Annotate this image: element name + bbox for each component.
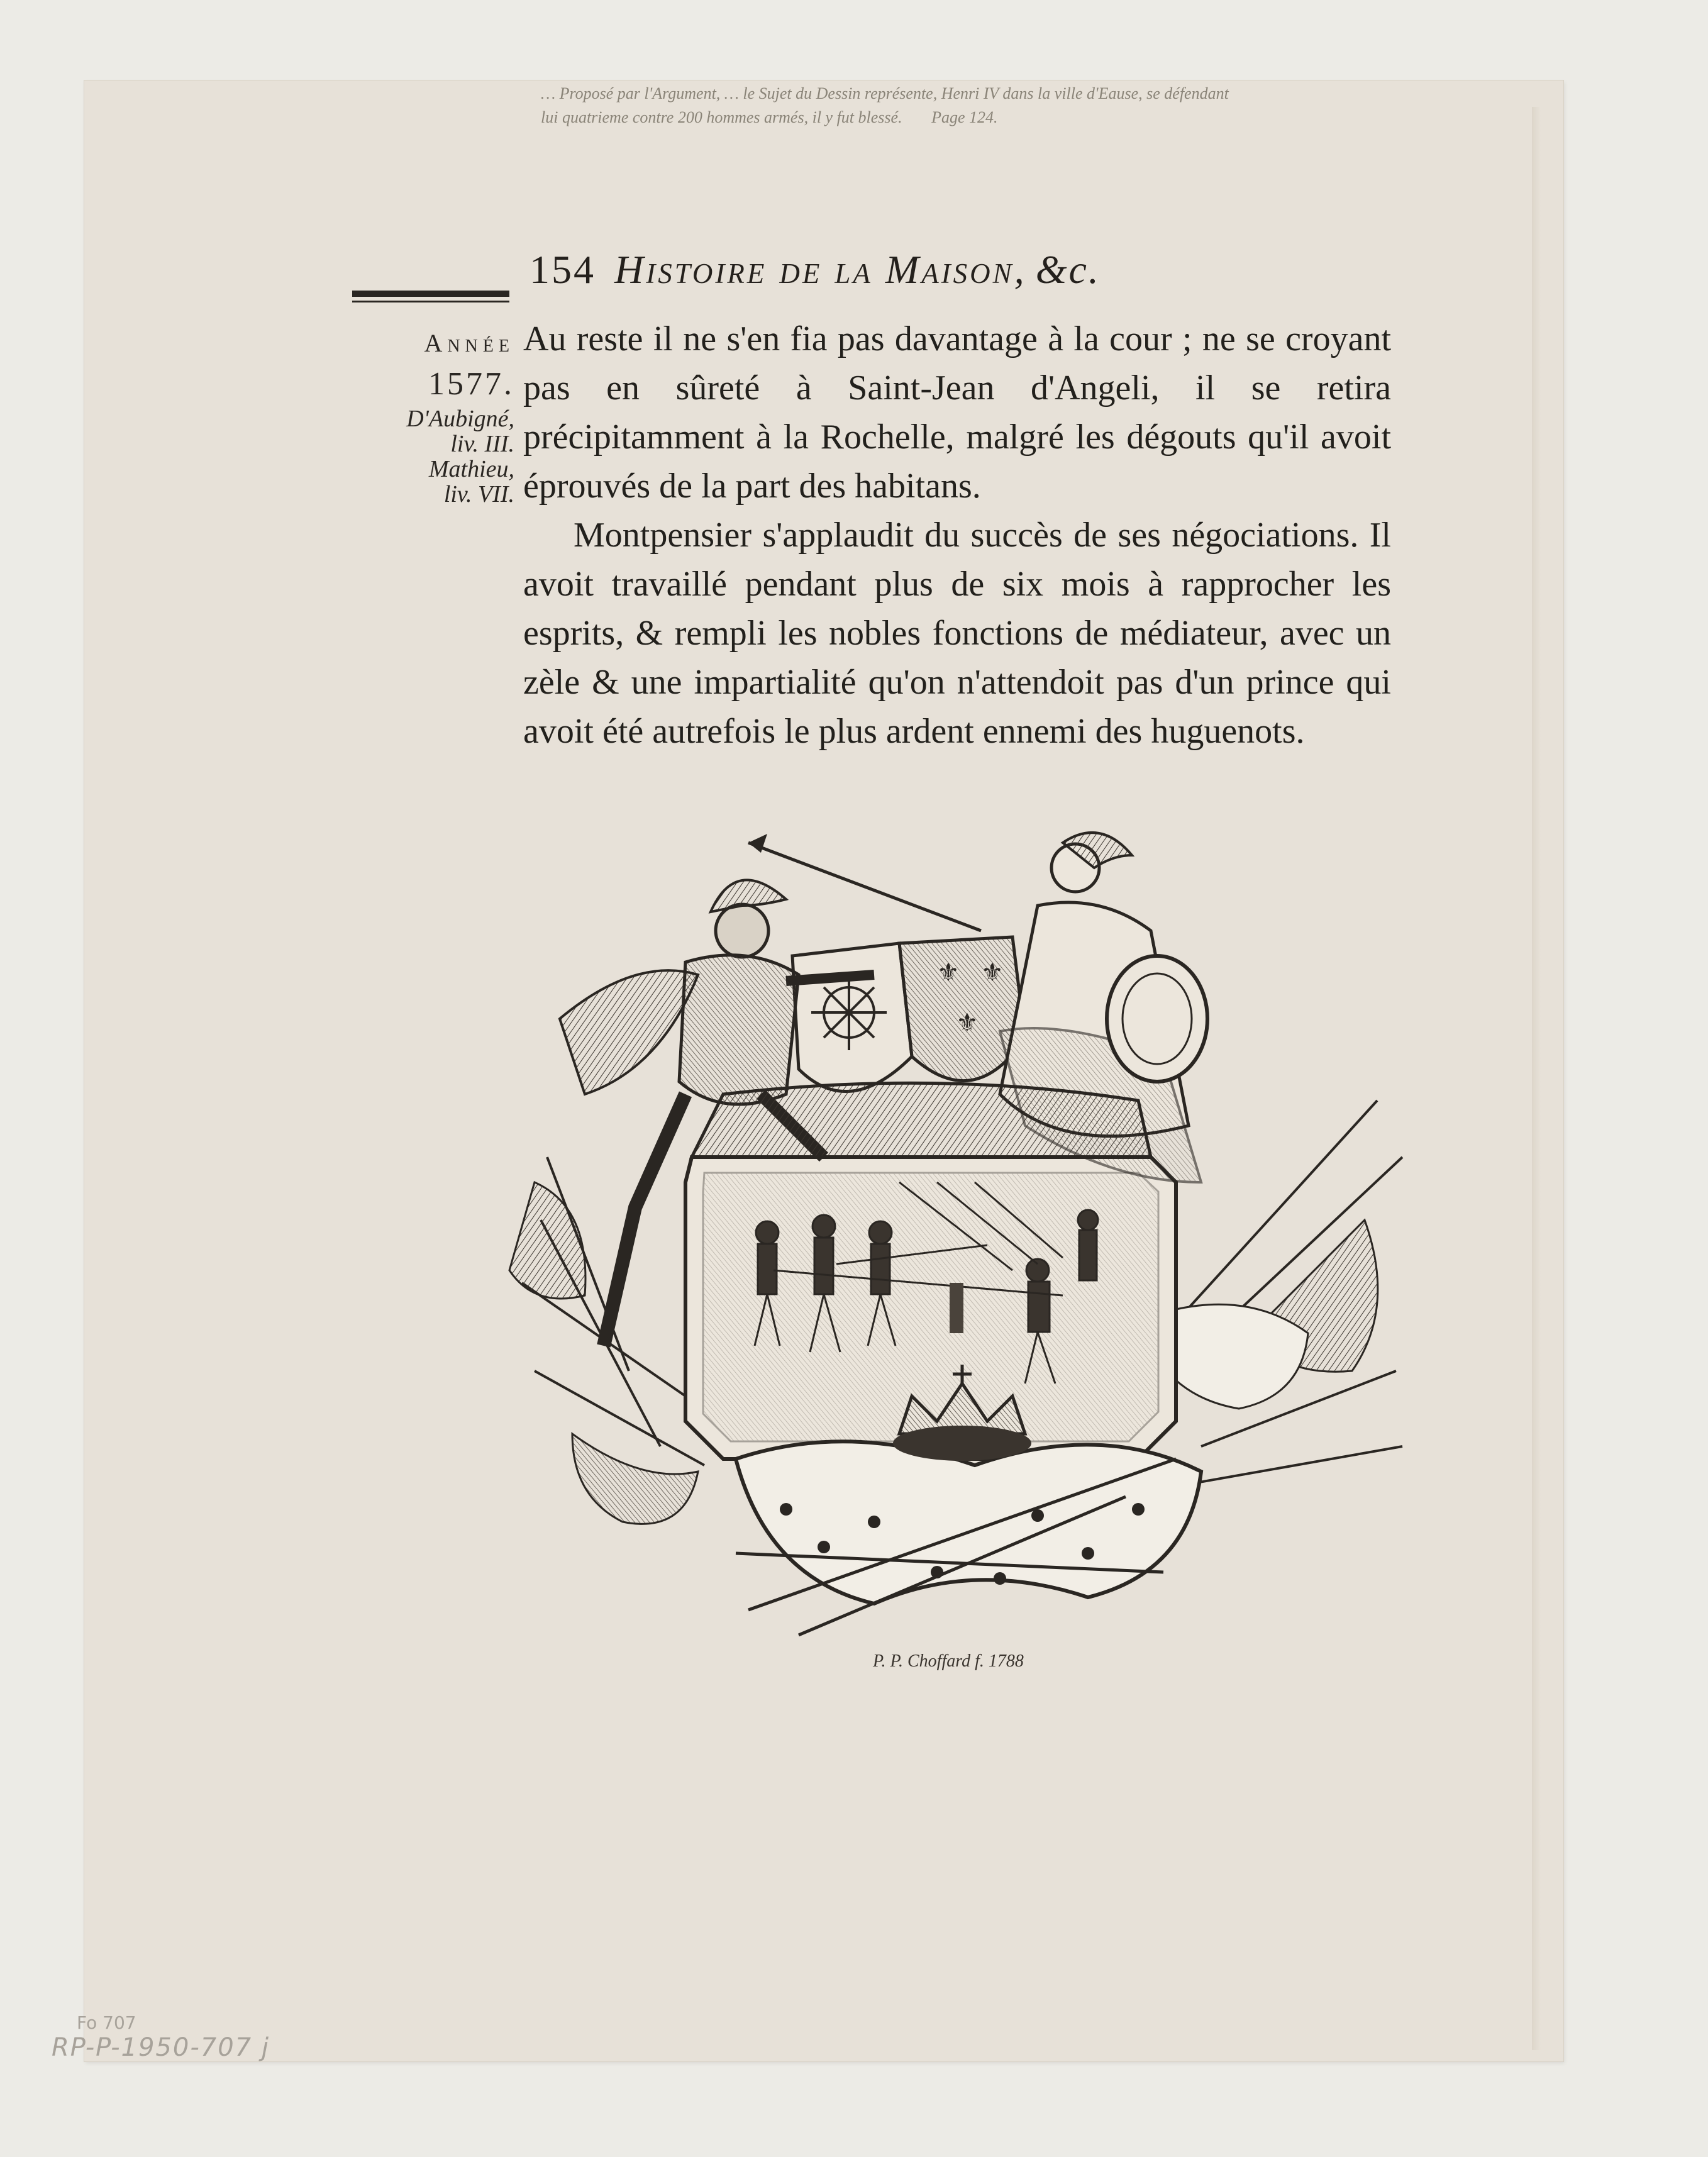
paragraph: Au reste il ne s'en fia pas davantage à la cour ; ne se croyant pas en sûreté à Saint-Jean d'Angeli, il se retira précipitamment à la Rochelle, malgré les dégouts qu'il avoit éprouvés de la part des habitans.	[523, 319, 1391, 506]
svg-text:⚜: ⚜	[981, 958, 1004, 987]
caption-line-2	[541, 106, 1547, 130]
post	[950, 1283, 963, 1333]
page-title-etc: &c.	[1035, 247, 1101, 292]
margin-ref: D'Aubigné,	[406, 406, 514, 432]
margin-rule-thin	[352, 301, 509, 302]
engraver-signature: P. P. Choffard f. 1788	[873, 1651, 1024, 1671]
stamp-inventory-number: RP-P-1950-707 j	[52, 2033, 270, 2062]
margin-rule-thick	[352, 291, 509, 297]
marginal-notes	[340, 324, 514, 507]
running-head	[530, 247, 1101, 293]
paragraph: Montpensier s'applaudit du succès de ses négociations. Il avoit travaillé pendant plus de six mois à rapprocher les esprits, & rempli les nobles fonctions de médiateur, avec un zèle & une impartialité qu'on n'attendoit pas d'un prince qui avoit été autrefois le plus ardent ennemi des huguenots.	[523, 516, 1391, 751]
body-text	[523, 314, 1391, 756]
drapery-top	[692, 1083, 1151, 1157]
page-title: Histoire de la Maison,	[614, 247, 1027, 292]
svg-text:⚜: ⚜	[956, 1009, 979, 1038]
svg-text:⚜: ⚜	[937, 958, 960, 987]
caption-line-2-text: lui quatrieme contre 200 hommes armés, il y fut blessé.	[541, 108, 902, 126]
margin-ref: liv. III.	[450, 431, 514, 457]
engraved-vignette	[497, 830, 1415, 1711]
margin-ref: liv. VII.	[443, 481, 514, 507]
flag-left	[509, 1182, 585, 1299]
banner-left	[572, 1434, 698, 1524]
collection-stamp	[52, 2012, 270, 2062]
year-value: 1577.	[428, 366, 514, 402]
page-number: 154	[530, 247, 596, 292]
caption-page-ref: Page 124.	[931, 108, 998, 126]
margin-ref: Mathieu,	[428, 456, 514, 482]
year-label: Année	[424, 329, 514, 357]
shields	[792, 937, 1025, 1092]
paper-fold	[1532, 107, 1541, 2050]
stamp-folio: Fo 707	[77, 2012, 136, 2033]
caption-line-1: … Proposé par l'Argument, … le Sujet du Dessin représente, Henri IV dans la ville d'Eause, se défendant	[541, 84, 1229, 103]
plate-caption	[541, 82, 1547, 130]
